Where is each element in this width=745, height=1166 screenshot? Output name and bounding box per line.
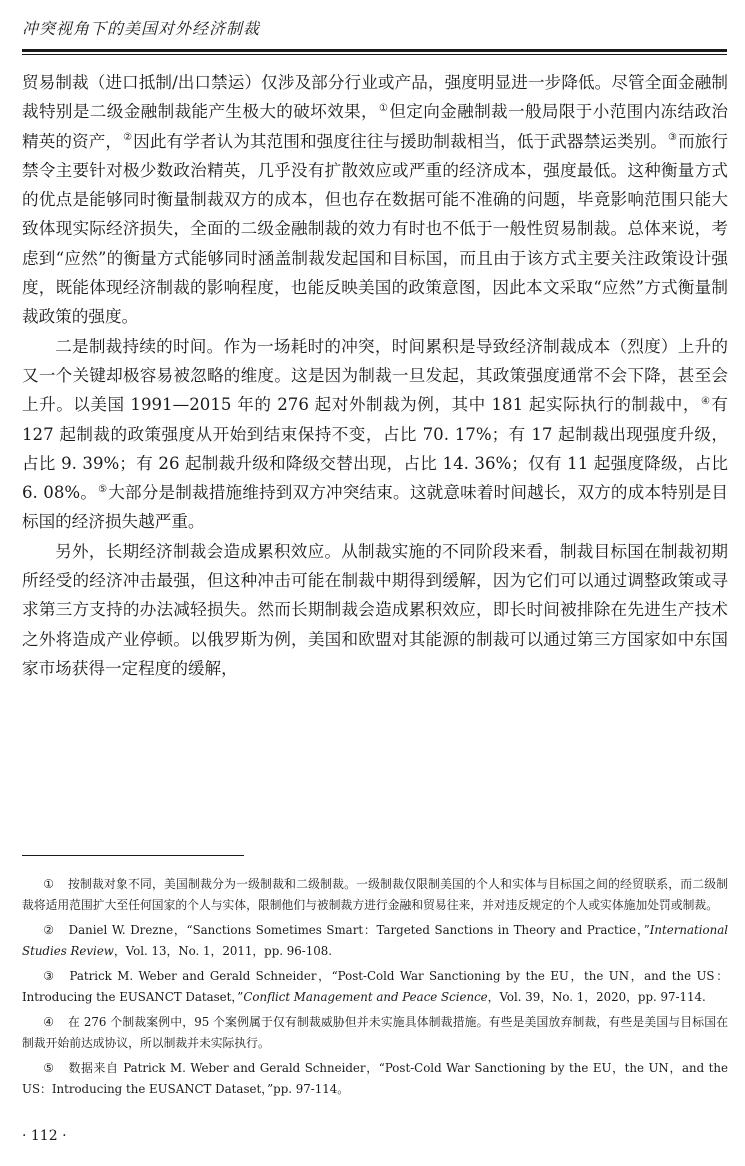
paragraph-1-part-2: 但定向金融制裁一般局限于小范围内冻结政治精英的资产， bbox=[22, 102, 729, 151]
footnote-4-mark: ④ bbox=[43, 1015, 54, 1029]
paragraph-3 bbox=[22, 537, 728, 683]
paragraph-2-part-1: 二是制裁持续的时间。作为一场耗时的冲突，时间累积是导致经济制裁成本（烈度）上升的又一个关键却极容易被忽略的维度。这是因为制裁一旦发起，其政策强度通常不会下降，甚至会上升。以美国 1991—2015 年的 276 起对外制裁为例，其中 181 起实际执行的制裁中， bbox=[22, 336, 728, 415]
paragraph-2-part-3: 大部分是制裁措施维持到双方冲突结束。这就意味着时间越长，双方的成本特别是目标国的经济损失越严重。 bbox=[22, 483, 729, 532]
footnote-3-mark: ③ bbox=[43, 969, 56, 983]
footnote-5-text: 数据来自 Patrick M. Weber and Gerald Schneider，“Post-Cold War Sanctioning by the EU，the UN，and the US：Introducing the EUSANCT Dataset，”pp. 97-114。 bbox=[22, 1061, 729, 1096]
paragraph-3-text: 另外，长期经济制裁会造成累积效应。从制裁实施的不同阶段来看，制裁目标国在制裁初期所经受的经济冲击最强，但这种冲击可能在制裁中期得到缓解，因为它们可以通过调整政策或寻求第三方支持的办法减轻损失。然而长期制裁会造成累积效应，即长时间被排除在先进生产技术之外将造成产业停顿。以俄罗斯为例，美国和欧盟对其能源的制裁可以通过第三方国家如中东国家市场获得一定程度的缓解， bbox=[22, 541, 728, 678]
footnote-4-text: 在 276 个制裁案例中，95 个案例属于仅有制裁威胁但并未实施具体制裁措施。有些是美国放弃制裁，有些是美国与目标国在制裁开始前达成协议，所以制裁并未实际执行。 bbox=[22, 1015, 729, 1050]
footnote-separator bbox=[22, 855, 244, 856]
footnote-5-mark: ⑤ bbox=[43, 1061, 55, 1075]
footnote-4 bbox=[22, 1012, 728, 1054]
paragraph-2-part-2: 有 127 起制裁的政策强度从开始到结束保持不变，占比 70. 17%；有 17 起制裁出现强度升级，占比 9. 39%；有 26 起制裁升级和降级交替出现，占比 14. 36%；仅有 11 起强度降级，占比 6. 08%。 bbox=[22, 395, 729, 503]
paragraph-1-part-1: 贸易制裁（进口抵制/出口禁运）仅涉及部分行业或产品，强度明显进一步降低。尽管全面金融制裁特别是二级金融制裁能产生极大的破坏效果， bbox=[22, 73, 728, 122]
footnote-2-citation: Daniel W. Drezne，“Sanctions Sometimes Smart：Targeted Sanctions in Theory and Practice，” bbox=[68, 923, 650, 937]
footnote-2 bbox=[22, 920, 728, 962]
footnote-2-journal: International Studies Review bbox=[22, 923, 729, 958]
footnote-ref-3: ③ bbox=[668, 132, 678, 144]
paragraph-1-part-3: 因此有学者认为其范围和强度往往与援助制裁相当，低于武器禁运类别。 bbox=[133, 131, 667, 151]
footnote-2-details: ，Vol. 13，No. 1，2011，pp. 96-108. bbox=[113, 944, 333, 958]
header-rule-thin bbox=[22, 54, 727, 55]
body-text bbox=[22, 68, 728, 683]
footnote-ref-4: ④ bbox=[700, 395, 711, 407]
page-number: · 112 · bbox=[22, 1128, 67, 1144]
footnote-3-journal: Conflict Management and Peace Science bbox=[243, 990, 488, 1004]
footnote-1-text: 按制裁对象不同，美国制裁分为一级制裁和二级制裁。一级制裁仅限制美国的个人和实体与目标国之间的经贸联系，而二级制裁将适用范围扩大至任何国家的个人与实体，限制他们与被制裁方进行金融和贸易往来，并对违反规定的个人或实体施加处罚或制裁。 bbox=[22, 877, 729, 912]
paragraph-2 bbox=[22, 332, 728, 537]
header-rule-thick bbox=[22, 49, 727, 52]
footnote-3 bbox=[22, 966, 728, 1008]
footnote-1-mark: ① bbox=[43, 877, 55, 891]
footnote-3-details: ，Vol. 39，No. 1，2020，pp. 97-114. bbox=[487, 990, 706, 1004]
footnote-ref-2: ② bbox=[123, 132, 133, 144]
footnotes bbox=[22, 874, 728, 1104]
footnote-1 bbox=[22, 874, 728, 916]
footnote-3-citation: Patrick M. Weber and Gerald Schneider，“Post-Cold War Sanctioning by the EU，the UN，and the US：Introducing the EUSANCT Dataset，” bbox=[22, 969, 728, 1004]
footnote-2-mark: ② bbox=[43, 923, 55, 937]
paragraph-1-part-4: 而旅行禁令主要针对极少数政治精英，几乎没有扩散效应或严重的经济成本，强度最低。这种衡量方式的优点是能够同时衡量制裁双方的成本，但也存在数据可能不准确的问题，毕竟影响范围只能大致体现实际经济损失，全面的二级金融制裁的效力有时也不低于一般性贸易制裁。总体来说，考虑到“应然”的衡量方式能够同时涵盖制裁发起国和目标国，而且由于该方式主要关注政策设计强度，既能体现经济制裁的影响程度，也能反映美国的政策意图，因此本文采取“应然”方式衡量制裁政策的强度。 bbox=[22, 131, 729, 327]
paragraph-1 bbox=[22, 68, 728, 332]
running-header-title: 冲突视角下的美国对外经济制裁 bbox=[22, 19, 261, 38]
footnote-5 bbox=[22, 1058, 728, 1100]
running-header bbox=[22, 14, 727, 44]
footnote-ref-1: ① bbox=[379, 102, 389, 114]
footnote-ref-5: ⑤ bbox=[98, 483, 108, 495]
